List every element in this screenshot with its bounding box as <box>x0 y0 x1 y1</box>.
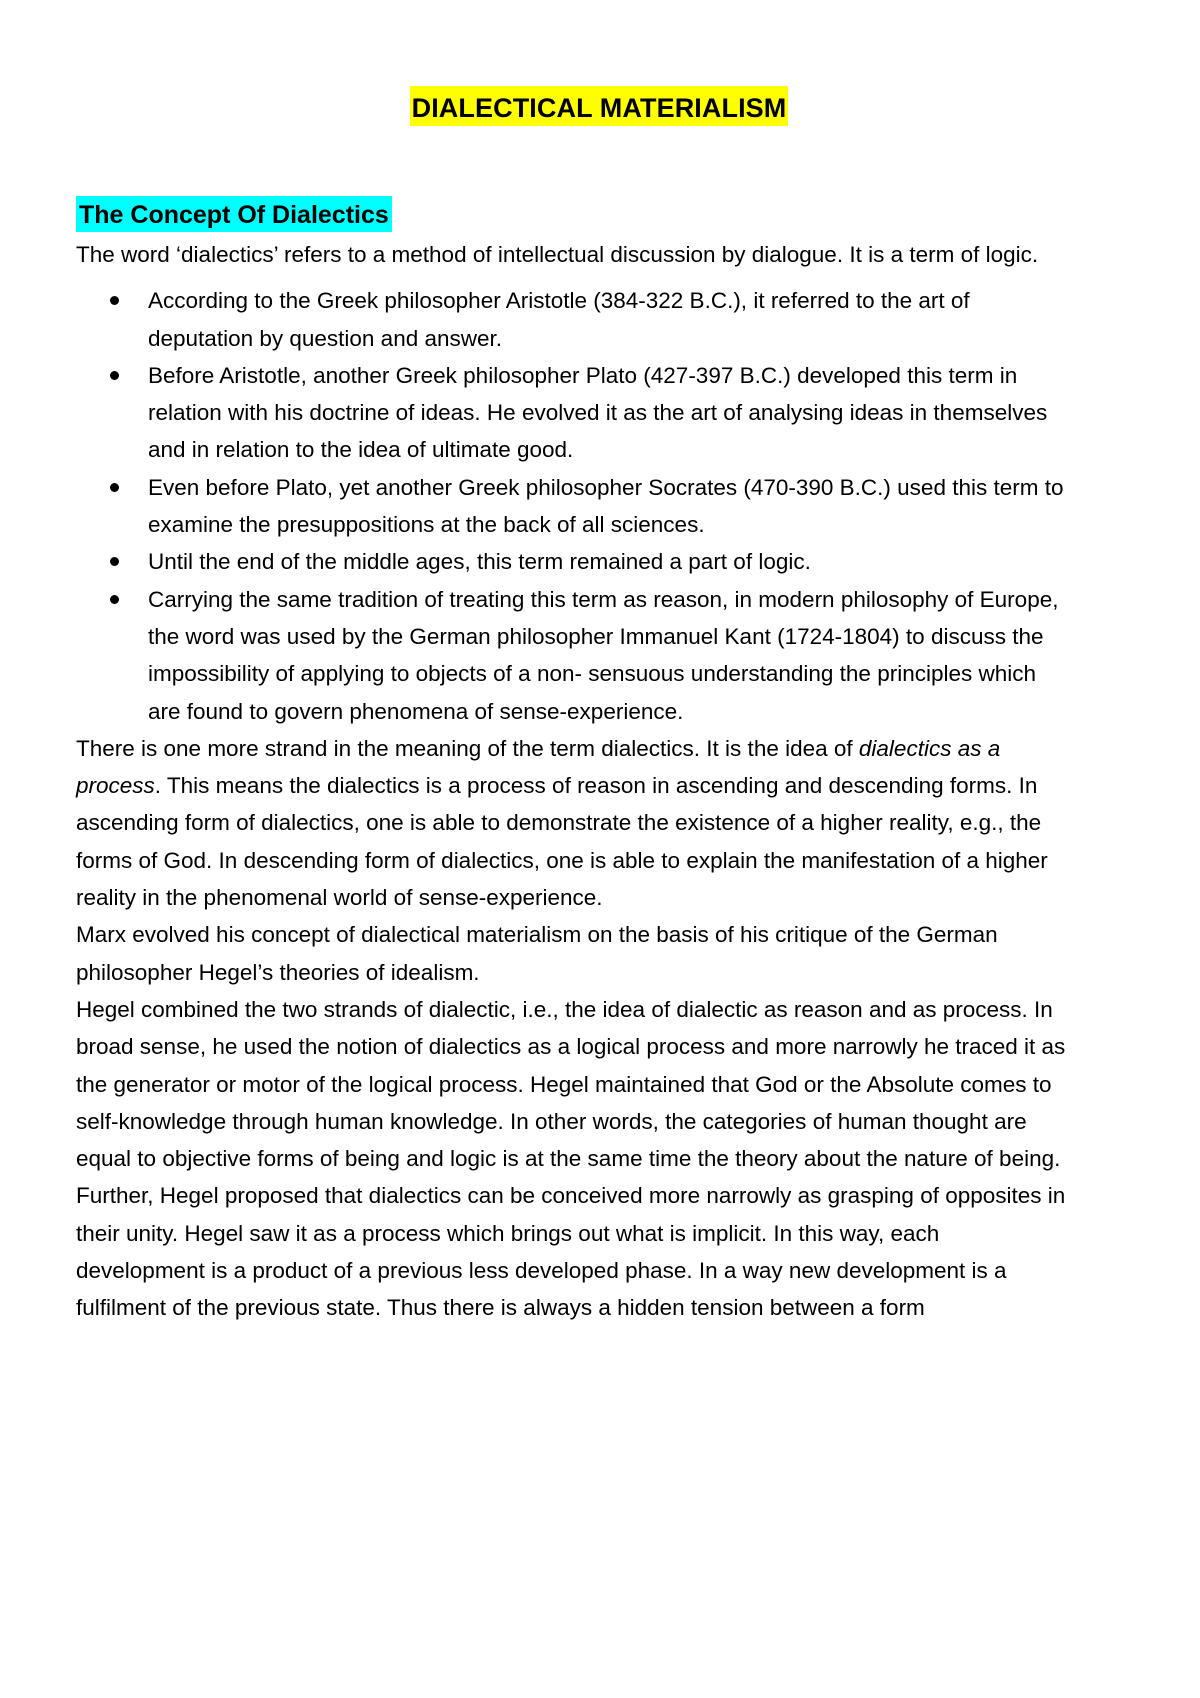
bullet-list <box>76 282 1074 730</box>
bullet-text: Before Aristotle, another Greek philosopher Plato (427-397 B.C.) developed this term in relation with his doctrine of ideas. He evolved it as the art of analysing ideas in themselves and in relation to the idea of ultimate good. <box>148 362 1048 463</box>
bullet-text: According to the Greek philosopher Aristotle (384-322 B.C.), it referred to the art of deputation by question and answer. <box>148 288 970 351</box>
bullet-text: Even before Plato, yet another Greek philosopher Socrates (470-390 B.C.) used this term to examine the presuppositions at the back of all sciences. <box>148 474 1064 538</box>
hegel-paragraph: Hegel combined the two strands of dialectic, i.e., the idea of dialectic as reason and as process. In broad sense, he used the notion of dialectics as a logical process and more narrowly he traced it as the generator or motor of the logical process. Hegel maintained that God or the Absolute comes to self-knowledge through human knowledge. In other words, the categories of human thought are equal to objective forms of being and logic is at the same time the theory about the nature of being. Further, Hegel proposed that dialectics can be conceived more narrowly as grasping of opposites in their unity. Hegel saw it as a process which brings out what is implicit. In this way, each development is a product of a previous less developed phase. In a way new development is a fulfilment of the previous state. Thus there is always a hidden tension between a form <box>76 996 1066 1321</box>
bullet-text: Until the end of the middle ages, this term remained a part of logic. <box>148 549 811 575</box>
bullet-item-kant <box>76 581 1074 730</box>
process-paragraph <box>76 730 1074 916</box>
bullet-icon <box>110 557 119 566</box>
marx-paragraph: Marx evolved his concept of dialectical materialism on the basis of his critique of the German philosopher Hegel’s theories of idealism. <box>76 922 998 985</box>
section-heading-block <box>76 196 1074 236</box>
process-paragraph-end: . This means the dialectics is a process of reason in ascending and descending forms. In ascending form of dialectics, one is able to demonstrate the existence of a higher reality, e.g., the forms of God. In descending form of dialectics, one is able to explain the manifestation of a higher reality in the phenomenal world of sense-experience. <box>76 773 1048 911</box>
intro-paragraph: The word ‘dialectics’ refers to a method of intellectual discussion by dialogue. It is a term of logic. <box>76 242 1039 267</box>
bullet-icon <box>110 483 119 492</box>
bullet-item-middle-ages <box>76 543 1074 580</box>
bullet-icon <box>110 371 119 380</box>
process-paragraph-start: There is one more strand in the meaning of the term dialectics. It is the idea of <box>76 735 859 761</box>
process-paragraph-italic: dialectics as a process <box>76 735 1001 799</box>
bullet-item-socrates <box>76 469 1074 544</box>
bullet-item-aristotle <box>76 282 1074 357</box>
section-heading: The Concept Of Dialectics <box>76 196 392 232</box>
bullet-text: Carrying the same tradition of treating this term as reason, in modern philosophy of Europe, the word was used by the German philosopher Immanuel Kant (1724-1804) to discuss the impossibility of applying to objects of a non- sensuous understanding the principles which are found to govern phenomena of sense-experience. <box>148 586 1059 724</box>
bullet-icon <box>110 296 119 305</box>
document-title: DIALECTICAL MATERIALISM <box>410 86 789 126</box>
bullet-icon <box>110 595 119 604</box>
title-block <box>76 86 1074 142</box>
bullet-item-plato <box>76 357 1074 469</box>
